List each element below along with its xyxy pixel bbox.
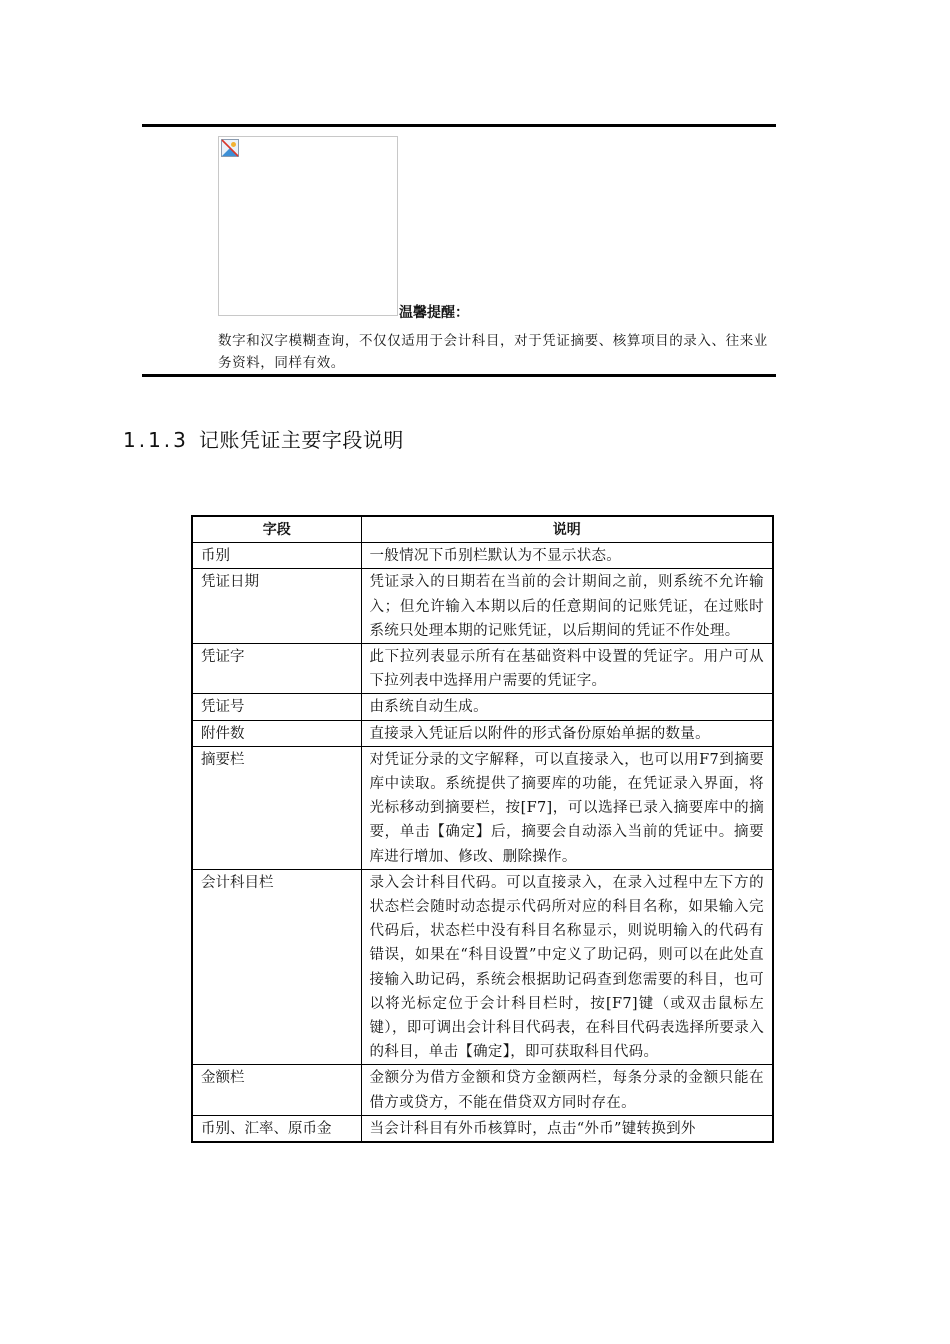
field-name: 摘要栏	[192, 746, 361, 869]
tip-box	[142, 124, 776, 377]
column-header-field: 字段	[192, 516, 361, 543]
column-header-desc: 说明	[361, 516, 773, 543]
field-name: 凭证字	[192, 644, 361, 694]
field-name: 币别、汇率、原币金	[192, 1115, 361, 1142]
field-name: 凭证日期	[192, 569, 361, 644]
field-description: 金额分为借方金额和贷方金额两栏，每条分录的金额只能在借方或贷方，不能在借贷双方同时存在。	[361, 1065, 773, 1115]
section-title: 记账凭证主要字段说明	[198, 428, 404, 452]
tip-body: 数字和汉字模糊查询，不仅仅适用于会计科目，对于凭证摘要、核算项目的录入、往来业务资料，同样有效。	[218, 333, 768, 371]
tip-title: 温馨提醒：	[399, 305, 469, 321]
section-heading	[123, 425, 404, 455]
field-description: 当会计科目有外币核算时，点击“外币”键转换到外	[361, 1115, 773, 1142]
field-name: 凭证号	[192, 694, 361, 720]
field-description: 录入会计科目代码。可以直接录入，在录入过程中左下方的状态栏会随时动态提示代码所对应的科目名称，如果输入完代码后，状态栏中没有科目名称显示，则说明输入的代码有错误，如果在“科目设置”中定义了助记码，则可以在此处直接输入助记码，系统会根据助记码查到您需要的科目，也可以将光标定位于会计科目栏时，按[F7]键（或双击鼠标左键），即可调出会计科目代码表，在科目代码表选择所要录入的科目，单击【确定】，即可获取科目代码。	[361, 869, 773, 1065]
table-row	[192, 746, 773, 869]
field-name: 附件数	[192, 720, 361, 746]
table-row	[192, 1065, 773, 1115]
field-description: 直接录入凭证后以附件的形式备份原始单据的数量。	[361, 720, 773, 746]
table-row	[192, 543, 773, 569]
table-row	[192, 644, 773, 694]
table-row	[192, 1115, 773, 1142]
field-description: 一般情况下币别栏默认为不显示状态。	[361, 543, 773, 569]
table-row	[192, 569, 773, 644]
field-description: 对凭证分录的文字解释，可以直接录入，也可以用F7到摘要库中读取。系统提供了摘要库的功能，在凭证录入界面，将光标移动到摘要栏，按[F7]，可以选择已录入摘要库中的摘要，单击【确定】后，摘要会自动添入当前的凭证中。摘要库进行增加、修改、删除操作。	[361, 746, 773, 869]
table-row	[192, 694, 773, 720]
image-placeholder	[218, 136, 398, 316]
field-name: 会计科目栏	[192, 869, 361, 1065]
field-description: 此下拉列表显示所有在基础资料中设置的凭证字。用户可从下拉列表中选择用户需要的凭证字。	[361, 644, 773, 694]
field-name: 币别	[192, 543, 361, 569]
table-row	[192, 720, 773, 746]
field-name: 金额栏	[192, 1065, 361, 1115]
fields-table	[191, 515, 774, 1143]
table-row	[192, 869, 773, 1065]
table-header-row	[192, 516, 773, 543]
broken-image-icon	[221, 139, 239, 157]
field-description: 凭证录入的日期若在当前的会计期间之前，则系统不允许输入；但允许输入本期以后的任意期间的记账凭证，在过账时系统只处理本期的记账凭证，以后期间的凭证不作处理。	[361, 569, 773, 644]
section-number: 1.1.3	[123, 428, 189, 452]
field-description: 由系统自动生成。	[361, 694, 773, 720]
